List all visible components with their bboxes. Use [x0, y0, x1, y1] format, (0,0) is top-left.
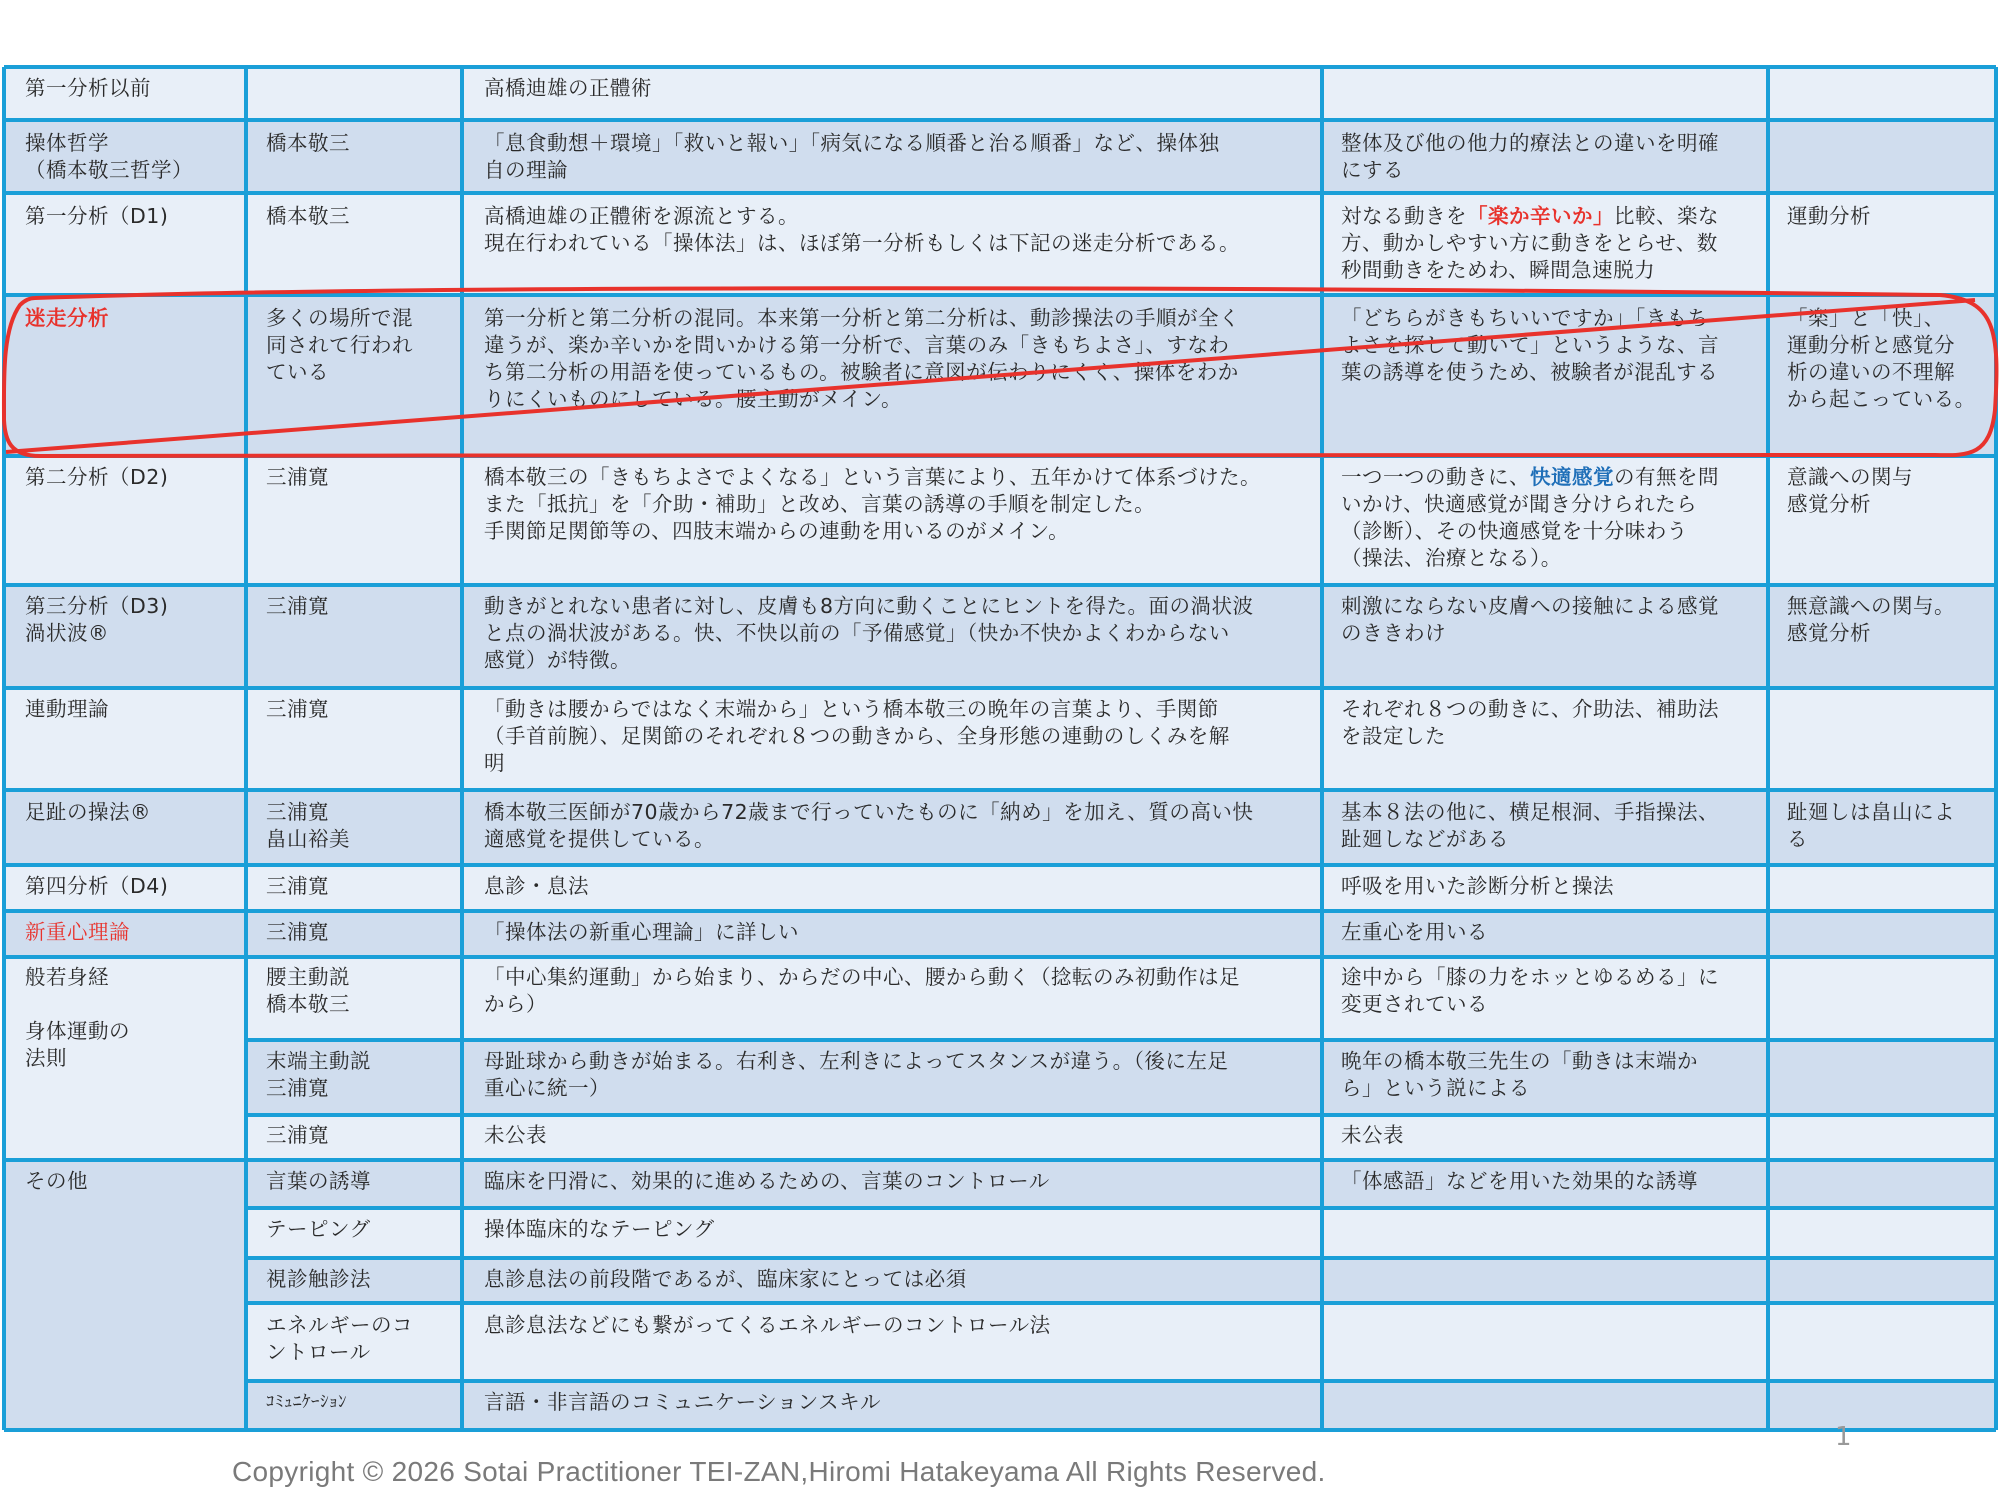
r11-col2: 腰主動説 橋本敬三	[266, 965, 350, 1016]
r16-col2: 視診触診法	[266, 1267, 371, 1291]
r3-col1: 第一分析（D1)	[25, 204, 169, 228]
r11-col3: 「中心集約運動」から始まり、からだの中心、腰から動く（捻転のみ初動作は足 から）	[484, 965, 1240, 1016]
r5-col1: 第二分析（D2)	[25, 465, 169, 489]
r7-col4: それぞれ８つの動きに、介助法、補助法 を設定した	[1341, 697, 1719, 748]
r13-col2: 三浦寛	[266, 1123, 329, 1147]
r8-col5: 趾廻しは畠山によ る	[1787, 800, 1955, 851]
r8-col4: 基本８法の他に、横足根洞、手指操法、 趾廻しなどがある	[1341, 800, 1719, 851]
page-number: 1	[1835, 1422, 1852, 1452]
r5-col4-highlight: 快適感覚	[1530, 465, 1614, 489]
r12-col2: 末端主動説 三浦寛	[266, 1049, 371, 1100]
r14-col4: 「体感語」などを用いた効果的な誘導	[1341, 1169, 1698, 1193]
r5-col4	[1341, 464, 1771, 572]
r14-col1: その他	[25, 1169, 88, 1193]
r3-col5: 運動分析	[1787, 204, 1871, 228]
r6-col1: 第三分析（D3) 渦状波®	[25, 594, 169, 645]
r3-col4	[1341, 203, 1771, 284]
r18-col2: ｺﾐｭﾆｹｰｼｮﾝ	[266, 1392, 347, 1412]
r1-col1: 第一分析以前	[25, 76, 151, 100]
r3-col3: 高橋迪雄の正體術を源流とする。 現在行われている「操体法」は、ほぼ第一分析もしくは下記の迷走分析である。	[484, 204, 1240, 255]
r5-col5: 意識への関与 感覚分析	[1787, 465, 1913, 516]
r5-col4-post: の有無を問 いかけ、快適感覚が聞き分けられたら （診断）、その快適感覚を十分味わう （操法、治療となる）。	[1341, 465, 1719, 570]
r8-col2: 三浦寛 畠山裕美	[266, 800, 350, 851]
r8-col3: 橋本敬三医師が70歳から72歳まで行っていたものに「納め」を加え、質の高い快 適感覚を提供している。	[484, 800, 1254, 851]
r13-col3: 未公表	[484, 1123, 547, 1147]
r9-col2: 三浦寛	[266, 874, 329, 898]
r7-col1: 連動理論	[25, 697, 109, 721]
r6-col5: 無意識への関与。 感覚分析	[1787, 594, 1955, 645]
r7-col2: 三浦寛	[266, 697, 329, 721]
r14-col2: 言葉の誘導	[266, 1169, 371, 1193]
r2-col2: 橋本敬三	[266, 131, 350, 155]
r5-col2: 三浦寛	[266, 465, 329, 489]
r4-col5: 「楽」と「快」、 運動分析と感覚分 析の違いの不理解 から起こっている。	[1787, 306, 1976, 411]
r1-col3: 高橋迪雄の正體術	[484, 76, 652, 100]
r4-col3: 第一分析と第二分析の混同。本来第一分析と第二分析は、動診操法の手順が全く 違うが、楽か辛いかを問いかける第一分析で、言葉のみ「きもちよさ」、すなわ ち第二分析の用語を使っているもの。被験者に意図が伝わりにくく、操体をわか りにくいものにしている。腰主動がメイン。	[484, 306, 1240, 411]
r6-col4: 刺激にならない皮膚への接触による感覚 のききわけ	[1341, 594, 1719, 645]
r3-col2: 橋本敬三	[266, 204, 350, 228]
r12-col4: 晩年の橋本敬三先生の「動きは末端か ら」という説による	[1341, 1049, 1698, 1100]
r10-col4: 左重心を用いる	[1341, 920, 1488, 944]
r18-col3: 言語・非言語のコミュニケーションスキル	[484, 1390, 881, 1414]
r9-col1: 第四分析（D4)	[25, 874, 169, 898]
r11-col4: 途中から「膝の力をホッとゆるめる」に 変更されている	[1341, 965, 1719, 1016]
r8-col1: 足趾の操法®	[25, 800, 151, 824]
copyright-footer: Copyright © 2026 Sotai Practitioner TEI-ZAN,Hiromi Hatakeyama All Rights Reserved.	[232, 1456, 1326, 1487]
r2-col1: 操体哲学 （橋本敬三哲学）	[25, 131, 193, 182]
r4-col4: 「どちらがきもちいいですか」「きもち よさを探して動いて」というような、言 葉の誘導を使うため、被験者が混乱する	[1341, 306, 1719, 384]
r11-col1: 般若身経 身体運動の 法則	[25, 965, 130, 1070]
r7-col3: 「動きは腰からではなく末端から」という橋本敬三の晩年の言葉より、手関節 （手首前腕）、足関節のそれぞれ８つの動きから、全身形態の連動のしくみを解 明	[484, 697, 1230, 775]
r6-col2: 三浦寛	[266, 594, 329, 618]
merged-cell-band	[4, 1160, 246, 1430]
r2-col4: 整体及び他の他力的療法との違いを明確 にする	[1341, 131, 1719, 182]
r13-col4: 未公表	[1341, 1123, 1404, 1147]
r4-col1: 迷走分析	[25, 306, 109, 330]
r4-col2: 多くの場所で混 同されて行われ ている	[266, 306, 413, 384]
r9-col3: 息診・息法	[484, 874, 589, 898]
r6-col3: 動きがとれない患者に対し、皮膚も8方向に動くことにヒントを得た。面の渦状波 と点の渦状波がある。快、不快以前の「予備感覚」（快か不快かよくわからない 感覚）が特徴。	[484, 594, 1254, 672]
r3-col4-post: 比較、楽な 方、動かしやすい方に動きをとらせ、数 秒間動きをためわ、瞬間急速脱力	[1341, 204, 1719, 282]
r17-col2: エネルギーのコ ントロール	[266, 1313, 413, 1364]
r16-col3: 息診息法の前段階であるが、臨床家にとっては必須	[484, 1267, 967, 1291]
r12-col3: 母趾球から動きが始まる。右利き、左利きによってスタンスが違う。（後に左足 重心に統一）	[484, 1049, 1229, 1100]
r9-col4: 呼吸を用いた診断分析と操法	[1341, 874, 1614, 898]
r10-col1: 新重心理論	[25, 920, 130, 944]
r5-col3: 橋本敬三の「きもちよさでよくなる」という言葉により、五年かけて体系づけた。 また「抵抗」を「介助・補助」と改め、言葉の誘導の手順を制定した。 手関節足関節等の、四肢末端からの連動を用いるのがメイン。	[484, 465, 1261, 543]
r15-col2: テーピング	[266, 1217, 371, 1241]
r10-col2: 三浦寛	[266, 920, 329, 944]
r15-col3: 操体臨床的なテーピング	[484, 1217, 715, 1241]
r10-col3: 「操体法の新重心理論」に詳しい	[484, 920, 799, 944]
r17-col3: 息診息法などにも繋がってくるエネルギーのコントロール法	[484, 1313, 1051, 1337]
r3-col4-highlight: 「楽か辛いか」	[1467, 204, 1614, 228]
r2-col3: 「息食動想＋環境」「救いと報い」「病気になる順番と治る順番」など、操体独 自の理論	[484, 131, 1220, 182]
r3-col4-pre: 対なる動きを	[1341, 204, 1467, 228]
r5-col4-pre: 一つ一つの動きに、	[1341, 465, 1530, 489]
r14-col3: 臨床を円滑に、効果的に進めるための、言葉のコントロール	[484, 1169, 1050, 1193]
